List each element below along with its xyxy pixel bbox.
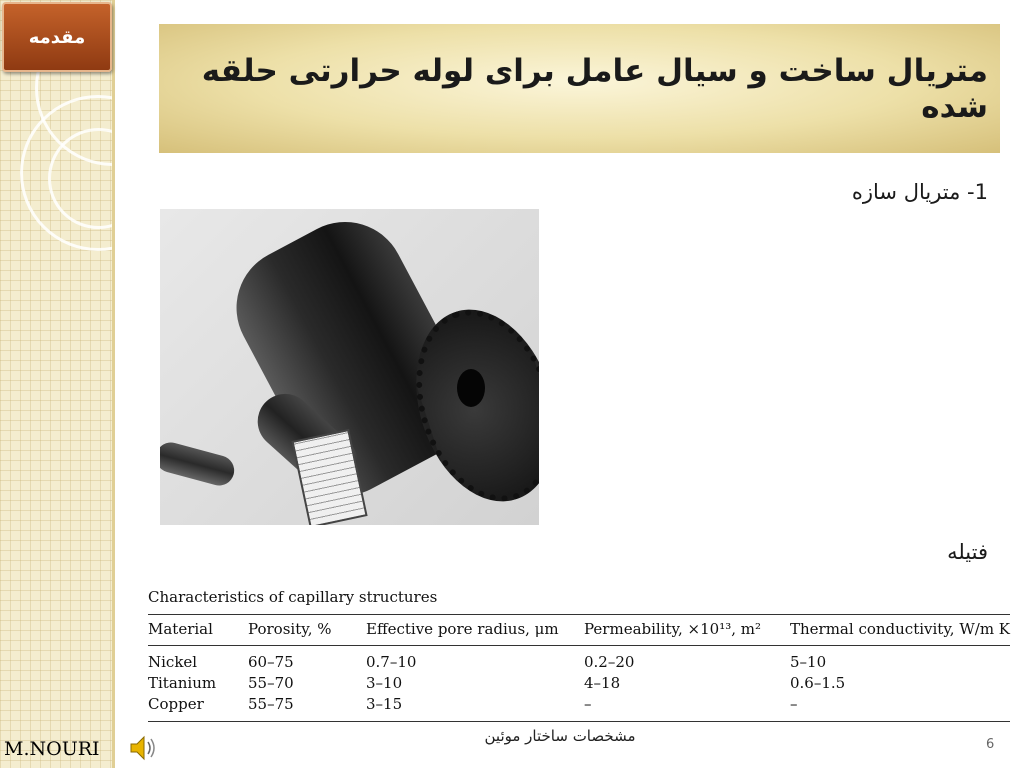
- table-cell: –: [790, 694, 1010, 722]
- table-cell: Nickel: [148, 653, 198, 671]
- structure-material-heading: 1- متریال سازه: [851, 180, 988, 204]
- left-decorative-panel: [0, 0, 115, 768]
- footer-author: M.NOURI: [4, 738, 100, 760]
- table-cell: 0.7–10: [366, 653, 417, 671]
- table-cell: 55–75: [248, 694, 366, 722]
- page-number: 6: [986, 737, 995, 752]
- table-caption: Characteristics of capillary structures: [148, 588, 438, 606]
- table-cell: 0.2–20: [584, 653, 635, 671]
- table-row: [148, 673, 1010, 694]
- column-header: Thermal conductivity, W/m K: [790, 615, 1010, 646]
- table-header-row: [148, 615, 1010, 646]
- column-header: Porosity, %: [248, 615, 366, 646]
- table-cell: 5–10: [790, 653, 827, 671]
- column-header: Material: [148, 615, 248, 646]
- table-row: [148, 694, 1010, 722]
- small-tube-shape: [160, 439, 238, 489]
- title-banner: [159, 24, 1000, 153]
- table-row: [148, 646, 1010, 674]
- heat-pipe-photo: [160, 209, 539, 525]
- wick-heading: فتیله: [947, 540, 988, 564]
- large-tube-hole-shape: [457, 369, 485, 407]
- capillary-structures-table: [148, 588, 1010, 722]
- table-cell: –: [584, 694, 790, 722]
- table-cell: Copper: [148, 694, 248, 722]
- section-tab-intro[interactable]: مقدمه: [2, 2, 112, 72]
- column-header: Effective pore radius, μm: [366, 615, 584, 646]
- table-cell: Titanium: [148, 674, 217, 692]
- table-cell: 3–15: [366, 694, 584, 722]
- table-cell: 60–75: [248, 653, 294, 671]
- table-cell: 55–70: [248, 674, 294, 692]
- table-cell: 0.6–1.5: [790, 674, 846, 692]
- footer-caption: مشخصات ساختار موئین: [484, 727, 636, 745]
- slide-title: متریال ساخت و سیال عامل برای لوله حرارتی حلقه شده: [201, 52, 988, 125]
- table-cell: 3–10: [366, 674, 403, 692]
- table-cell: 4–18: [584, 674, 621, 692]
- column-header: Permeability, ×10¹³, m²: [584, 615, 790, 646]
